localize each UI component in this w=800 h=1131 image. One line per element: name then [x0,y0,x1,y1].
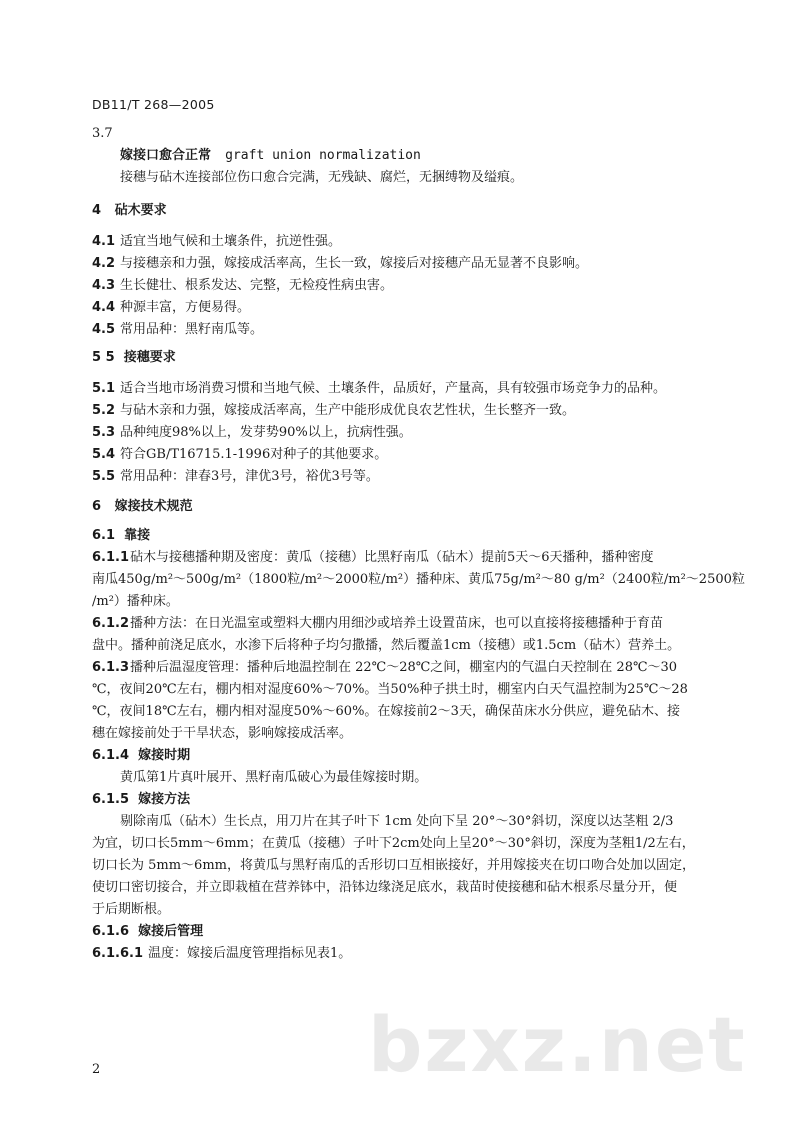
paragraph-line: 于后期断根。 [92,902,171,917]
list-item: 4.4 种源丰富，方便易得。 [92,300,251,315]
document-header: DB11/T 268—2005 [92,97,215,112]
term-en: graft union normalization [225,148,421,163]
paragraph-line: 6.1.3播种后温湿度管理：播种后地温控制在 22℃～28℃之间，棚室内的气温白天控制在 28℃～30 [92,660,678,675]
subsection-heading: 6.1.5 嫁接方法 [92,792,191,807]
list-item: 4.1 适宜当地气候和土壤条件，抗逆性强。 [92,234,342,249]
clause-number: 3.7 [92,126,113,141]
term-definition: 接穗与砧木连接部位伤口愈合完满，无残缺、腐烂，无捆缚物及缢痕。 [120,170,524,185]
paragraph-line: 南瓜450g/m²～500g/m²（1800粒/m²～2000粒/m²）播种床、黄瓜75g/m²～80 g/m²（2400粒/m²～2500粒 [92,572,745,587]
list-item: 5.3 品种纯度98%以上，发芽势90%以上，抗病性强。 [92,425,412,440]
paragraph-line: 切口长为 5mm～6mm，将黄瓜与黑籽南瓜的舌形切口互相嵌接好，并用嫁接夹在切口吻合处加以固定， [92,858,695,873]
list-item: 4.3 生长健壮、根系发达、完整，无检疫性病虫害。 [92,278,394,293]
subsection-heading: 6.1.4 嫁接时期 [92,748,191,763]
list-item: 4.2 与接穗亲和力强，嫁接成活率高，生长一致，嫁接后对接穗产品无显著不良影响。 [92,256,589,271]
subsection-heading: 6.1.6 嫁接后管理 [92,924,204,939]
list-item: 5.5 常用品种：津春3号，津优3号，裕优3号等。 [92,469,379,484]
paragraph-line: 6.1.2播种方法：在日光温室或塑料大棚内用细沙或培养土设置苗床，也可以直接将接穗播种于育苗 [92,616,664,631]
list-item: 4.5 常用品种：黑籽南瓜等。 [92,322,264,337]
paragraph-line: ℃，夜间18℃左右，棚内相对湿度50%～60%。在嫁接前2～3天，确保苗床水分供应，避免砧木、接 [92,704,680,719]
paragraph-line: 使切口密切接合，并立即栽植在营养钵中，沿钵边缘浇足底水，栽苗时使接穗和砧木根系尽量分开，便 [92,880,678,895]
section-heading: 4 砧木要求 [92,203,167,218]
list-item: 5.4 符合GB/T16715.1-1996对种子的其他要求。 [92,447,388,462]
paragraph-line: ℃，夜间20℃左右，棚内相对湿度60%～70%。当50%种子拱土时，棚室内白天气温控制为25℃～28 [92,682,688,697]
list-item: 5.2 与砧木亲和力强，嫁接成活率高，生产中能形成优良农艺性状，生长整齐一致。 [92,403,576,418]
page-number: 2 [92,1062,101,1077]
subsection-heading: 6.1 靠接 [92,528,151,543]
paragraph-line: 6.1.6.1 温度：嫁接后温度管理指标见表1。 [92,946,352,961]
list-item: 5.1 适合当地市场消费习惯和当地气候、土壤条件，品质好，产量高，具有较强市场竞争力的品种。 [92,381,667,396]
paragraph-line: 盘中。播种前浇足底水，水渗下后将种子均匀撒播，然后覆盖1cm（接穗）或1.5cm（砧木）营养土。 [92,638,681,653]
section-heading: 5 5 接穗要求 [92,350,176,365]
term-zh: 嫁接口愈合正常 [120,148,212,163]
section-heading: 6 嫁接技术规范 [92,499,193,514]
term-line [120,146,421,165]
paragraph-line: 6.1.1砧木与接穗播种期及密度：黄瓜（接穗）比黑籽南瓜（砧木）提前5天～6天播种，播种密度 [92,550,654,565]
watermark: bzxz.net [368,1000,747,1089]
paragraph-line: /m²）播种床。 [92,594,179,609]
paragraph-line: 为宜，切口长5mm～6mm；在黄瓜（接穗）子叶下2cm处向上呈20°～30°斜切，深度为茎粗1/2左右， [92,836,695,851]
paragraph-line: 剔除南瓜（砧木）生长点，用刀片在其子叶下 1cm 处向下呈 20°～30°斜切，深度以达茎粗 2/3 [120,814,674,829]
paragraph-line: 穗在嫁接前处于干旱状态，影响嫁接成活率。 [92,726,353,741]
paragraph-line: 黄瓜第1片真叶展开、黑籽南瓜破心为最佳嫁接时期。 [120,770,428,785]
